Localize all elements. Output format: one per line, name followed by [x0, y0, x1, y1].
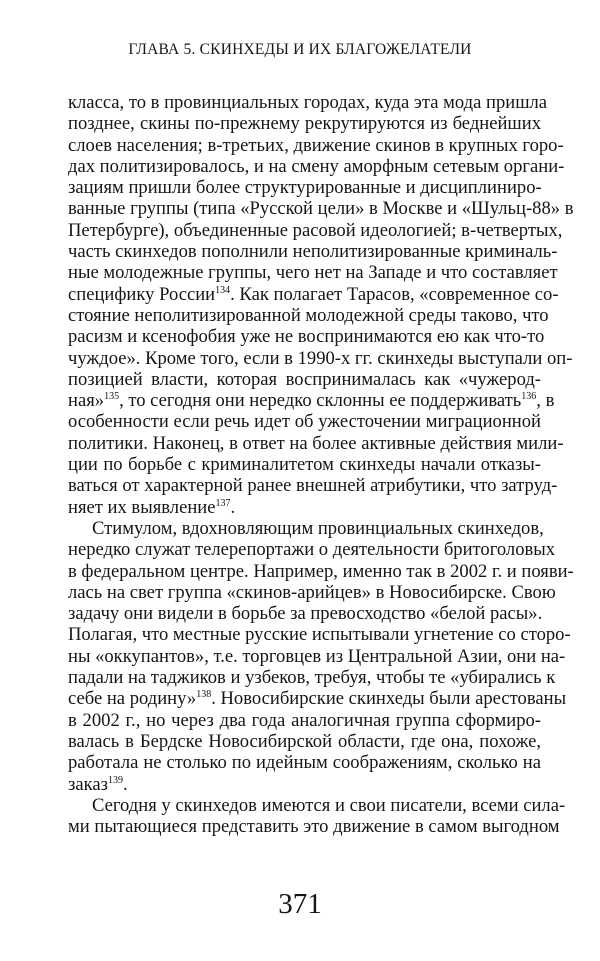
body-text	[68, 92, 574, 838]
text-line	[68, 816, 560, 838]
text-line	[68, 155, 565, 177]
text-segment: расизм и ксенофобия уже не воспринимаются ею как что-то	[68, 326, 545, 348]
text-segment: валась в Бердске Новосибирской области, где она, похоже,	[68, 730, 541, 752]
footnote-marker: 139	[107, 774, 123, 786]
text-line	[68, 326, 545, 348]
text-segment: работала не столько по идейным соображениям, сколько на	[68, 752, 541, 774]
text-line	[68, 475, 558, 497]
text-line	[68, 262, 558, 284]
text-line	[68, 177, 541, 198]
text-line	[68, 710, 541, 731]
text-line	[68, 517, 544, 539]
text-segment: особенности если речь идет об ужесточении миграционной	[68, 411, 541, 433]
text-line	[68, 624, 571, 646]
text-segment: Полагая, что местные русские испытывали угнетение со сторо-	[68, 624, 571, 646]
text-line	[68, 560, 574, 582]
text-segment: позднее, скины по-прежнему рекрутируются из беднейших	[68, 113, 541, 135]
text-segment: Сегодня у скинхедов имеются и свои писатели, всеми сила-	[92, 794, 566, 816]
text-segment: .	[122, 773, 128, 795]
text-segment: зациям пришли более структурированные и дисциплиниро-	[68, 177, 542, 199]
text-segment: чуждое». Кроме того, если в 1990-х гг. скинхеды выступали оп-	[68, 347, 573, 369]
text-line	[68, 794, 566, 816]
running-header: ГЛАВА 5. СКИНХЕДЫ И ИХ БЛАГОЖЕЛАТЕЛИ	[128, 41, 472, 58]
text-segment: нередко служат телерепортажи о деятельности бритоголовых	[68, 539, 556, 561]
text-line	[68, 113, 541, 134]
text-segment: , в	[536, 390, 555, 412]
text-line	[68, 369, 541, 390]
text-line	[68, 283, 559, 305]
text-segment: . Новосибирские скинхеды были арестованы	[211, 688, 567, 710]
text-line	[68, 645, 566, 667]
text-segment: в федеральном центре. Например, именно так в 2002 г. и появи-	[68, 560, 574, 582]
text-segment: Стимулом, вдохновляющим провинциальных скинхедов,	[92, 517, 544, 539]
text-segment: в 2002 г., но через два года аналогичная группа сформиро-	[68, 709, 541, 731]
paragraph	[68, 517, 574, 795]
text-segment: няет их выявление	[68, 496, 216, 518]
text-segment: Петербурге), объединенные расовой идеологией; в-четвертых,	[68, 219, 563, 241]
text-segment: , то сегодня они нередко склонны ее поддерживать	[119, 390, 522, 412]
text-segment: ми пытающиеся представить это движение в самом выгодном	[68, 816, 560, 838]
text-segment: лась на свет группа «скинов-арийцев» в Новосибирске. Свою	[68, 581, 556, 603]
text-segment: специфику России	[68, 283, 216, 305]
text-segment: политики. Наконец, в ответ на более активные действия мили-	[68, 432, 564, 454]
text-segment: дах политизировалось, и на смену аморфным сетевым органи-	[68, 155, 565, 177]
text-line	[68, 134, 564, 156]
text-line	[68, 688, 567, 710]
text-segment: падали на таджиков и узбеков, требуя, чтобы те «убирались к	[68, 667, 556, 689]
footnote-marker: 138	[196, 689, 212, 701]
text-line	[68, 390, 555, 412]
text-line	[68, 219, 563, 241]
text-segment: .	[230, 496, 236, 518]
text-line	[68, 454, 541, 475]
text-line	[68, 92, 548, 113]
text-segment: себе на родину»	[68, 688, 197, 710]
text-line	[68, 347, 573, 369]
text-segment: класса, то в провинциальных городах, куда эта мода пришла	[68, 92, 548, 113]
text-segment: ные молодежные группы, чего нет на Западе и что составляет	[68, 262, 558, 284]
footnote-marker: 134	[215, 284, 231, 296]
text-line	[68, 603, 541, 624]
text-line	[68, 497, 541, 518]
text-segment: задачу они видели в борьбе за превосходство «белой расы».	[68, 603, 543, 625]
text-line	[68, 198, 574, 220]
text-segment: ванные группы (типа «Русской цели» в Москве и «Шульц-88» в	[68, 198, 574, 220]
text-line	[68, 731, 541, 752]
text-line	[68, 241, 558, 263]
text-segment: заказ	[68, 773, 108, 795]
footnote-marker: 136	[521, 391, 537, 403]
text-line	[68, 304, 549, 326]
text-line	[68, 752, 541, 773]
text-line	[68, 667, 556, 689]
text-segment: ная»	[68, 390, 105, 412]
text-segment: слоев населения; в-третьих, движение скинов в крупных горо-	[68, 134, 564, 156]
text-line	[68, 774, 541, 795]
text-segment: ваться от характерной ранее внешней атрибутики, что затруд-	[68, 475, 558, 497]
paragraph	[68, 92, 574, 518]
text-segment: позицией власти, которая воспринималась как «чужерод-	[68, 368, 541, 390]
text-line	[68, 581, 556, 603]
footnote-marker: 135	[104, 391, 120, 403]
text-segment: ны «оккупантов», т.е. торговцев из Центральной Азии, они на-	[68, 645, 566, 667]
footnote-marker: 137	[215, 497, 231, 509]
text-segment: часть скинхедов пополнили неполитизированные криминаль-	[68, 241, 558, 263]
paragraph	[68, 794, 566, 838]
text-segment: ции по борьбе с криминалитетом скинхеды начали отказы-	[68, 454, 541, 476]
text-line	[68, 411, 541, 432]
text-line	[68, 539, 556, 561]
page-number: 371	[278, 888, 322, 920]
text-segment: стояние неполитизированной молодежной среды таково, что	[68, 304, 549, 326]
text-segment: . Как полагает Тарасов, «современное со-	[230, 283, 559, 305]
text-line	[68, 432, 564, 454]
